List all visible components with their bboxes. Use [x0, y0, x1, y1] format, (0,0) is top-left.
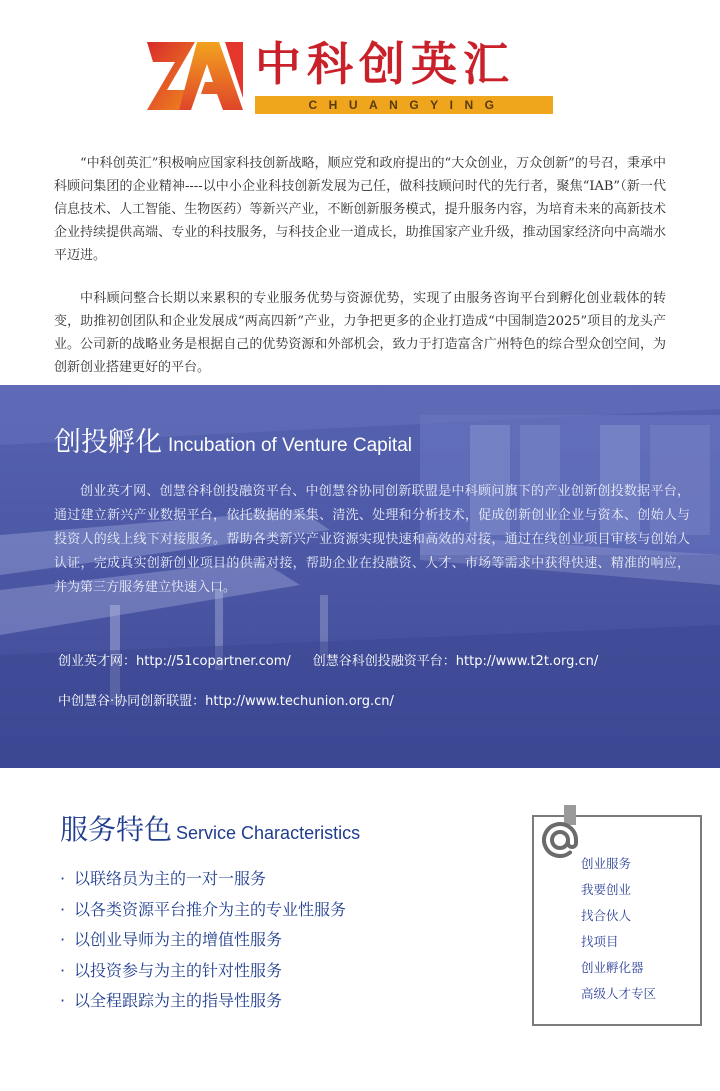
- bullet-icon: ·: [60, 869, 66, 888]
- brand-logo: [145, 38, 560, 118]
- brand-mark-icon: [145, 38, 245, 114]
- intro-section: [54, 152, 666, 399]
- service-item-label: 以各类资源平台推介为主的专业性服务: [74, 899, 347, 919]
- platform-links-row: [58, 650, 620, 669]
- service-item-label: 以创业导师为主的增值性服务: [74, 930, 283, 949]
- link-techunion[interactable]: 中创慧谷·协同创新联盟：http://www.techunion.org.cn/: [58, 694, 394, 709]
- bullet-icon: ·: [60, 930, 66, 949]
- platform-links-row: [58, 690, 416, 709]
- intro-paragraph: “中科创英汇”积极响应国家科技创新战略，顺应党和政府提出的“大众创业，万众创新”的号召，秉承中科顾问集团的企业精神----以中小企业科技创新发展为己任，做科技顾问时代的先行者，聚焦“IAB”（新一代信息技术、人工智能、生物医药）等新兴产业，不断创新服务模式，提升服务内容，为培育未来的高新技术企业持续提供高端、专业的科技服务，与科技企业一道成长，助推国家产业升级，推动国家经济向中高端水平迈进。: [54, 156, 666, 263]
- service-item-label: 以联络员为主的一对一服务: [74, 869, 267, 888]
- incubation-title-en: Incubation of Venture Capital: [168, 435, 413, 456]
- at-sign-icon: [542, 822, 578, 858]
- quick-link-incubator[interactable]: 创业孵化器: [581, 960, 644, 975]
- list-item: [60, 864, 346, 895]
- list-item: [60, 956, 346, 987]
- incubation-heading: [54, 420, 412, 459]
- services-list: [60, 864, 346, 1017]
- services-heading: [60, 808, 360, 848]
- quick-link-start-business[interactable]: 我要创业: [581, 882, 632, 897]
- intro-paragraph: 中科顾问整合长期以来累积的专业服务优势与资源优势，实现了由服务咨询平台到孵化创业载体的转变，助推初创团队和企业发展成“两高四新”产业，力争把更多的企业打造成“中国制造2025”项目的龙头产业。公司新的战略业务是根据自己的优势资源和外部机会，致力于打造富含广州特色的综合型众创空间，为创新创业搭建更好的平台。: [54, 291, 666, 375]
- bullet-icon: ·: [60, 960, 66, 980]
- service-item-label: 以全程跟踪为主的指导性服务: [74, 991, 283, 1010]
- services-title-en: Service Characteristics: [176, 823, 361, 843]
- quick-link-senior-talent[interactable]: 高级人才专区: [581, 986, 657, 1001]
- incubation-title-cn: 创投孵化: [54, 427, 162, 458]
- incubation-body: 创业英才网、创慧谷科创投融资平台、中创慧谷协同创新联盟是中科顾问旗下的产业创新创投数据平台，通过建立新兴产业数据平台，依托数据的采集、清洗、处理和分析技术，促成创新创业企业与资本、创始人与投资人的线上线下对接服务。帮助各类新兴产业资源实现快速和高效的对接，通过在线创业项目审核与创始人认证，完成真实创新创业项目的供需对接，帮助企业在投融资、人才、市场等需求中获得快速、精准的响应，并为第三方服务建立快速入口。: [54, 484, 690, 595]
- link-t2t[interactable]: 创慧谷科创投融资平台：http://www.t2t.org.cn/: [312, 654, 599, 669]
- link-51copartner[interactable]: 创业英才网：http://51copartner.com/: [58, 654, 291, 669]
- brand-title: 中科创英汇: [255, 37, 515, 91]
- brand-subtitle: CHUANGYING: [308, 98, 506, 112]
- quick-links-list: [581, 851, 656, 1007]
- bullet-icon: ·: [60, 991, 66, 1010]
- list-item: [60, 925, 346, 956]
- quick-link-find-project[interactable]: 找项目: [581, 934, 619, 949]
- quick-link-entrepreneur-service[interactable]: 创业服务: [581, 856, 632, 871]
- quick-link-find-partner[interactable]: 找合伙人: [581, 908, 632, 923]
- services-title-cn: 服务特色: [60, 813, 173, 846]
- list-item: [60, 895, 346, 926]
- list-item: [60, 986, 346, 1017]
- bullet-icon: ·: [60, 899, 66, 919]
- service-item-label: 以投资参与为主的针对性服务: [74, 960, 283, 980]
